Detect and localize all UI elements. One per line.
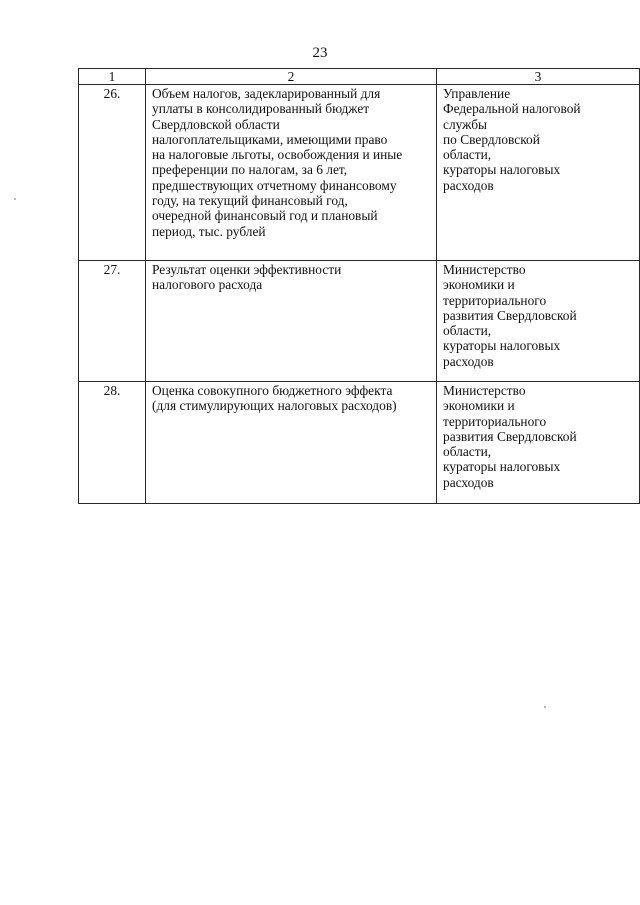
responsible-line: области, xyxy=(443,444,492,460)
responsible-line: Федеральной налоговой xyxy=(443,101,581,117)
responsible-party xyxy=(437,85,640,261)
responsible-line: расходов xyxy=(443,353,494,369)
description-line: Оценка совокупного бюджетного эффекта xyxy=(152,383,393,398)
data-table xyxy=(78,68,640,504)
description-line: Объем налогов, задекларированный для xyxy=(152,86,381,101)
description-line: Результат оценки эффективности xyxy=(152,262,342,277)
responsible-line: экономики и xyxy=(443,277,515,293)
table-row xyxy=(79,85,640,261)
table-row xyxy=(79,382,640,504)
page-number: 23 xyxy=(312,45,328,61)
responsible-line: экономики и xyxy=(443,398,515,414)
table-row xyxy=(79,261,640,382)
responsible-line: по Свердловской xyxy=(443,131,540,147)
responsible-line: кураторы налоговых xyxy=(443,459,561,475)
responsible-line: расходов xyxy=(443,177,494,193)
responsible-line: расходов xyxy=(443,474,494,490)
description-line: период, тыс. рублей xyxy=(152,223,266,239)
indicator-description xyxy=(146,382,437,504)
column-header-3: 3 xyxy=(437,69,640,85)
row-number: 27. xyxy=(79,261,146,382)
responsible-line: области, xyxy=(443,147,492,163)
table-header-row xyxy=(79,69,640,85)
description-line: очередной финансовый год и плановый xyxy=(152,208,378,224)
scan-speck xyxy=(14,198,16,200)
description-line: уплаты в консолидированный бюджет xyxy=(152,101,370,117)
description-line: Свердловской области xyxy=(152,116,280,132)
column-header-1: 1 xyxy=(79,69,146,85)
indicator-description xyxy=(146,261,437,382)
description-line: налогового расхода xyxy=(152,277,263,293)
responsible-party xyxy=(437,382,640,504)
row-number: 28. xyxy=(79,382,146,504)
responsible-line: области, xyxy=(443,323,492,339)
responsible-line: развития Свердловской xyxy=(443,428,577,444)
description-line: преференции по налогам, за 6 лет, xyxy=(152,162,348,178)
responsible-line: кураторы налоговых xyxy=(443,162,561,178)
description-line: налогоплательщиками, имеющими право xyxy=(152,131,388,147)
description-line: году, на текущий финансовый год, xyxy=(152,193,348,209)
responsible-party xyxy=(437,261,640,382)
column-header-2: 2 xyxy=(146,69,437,85)
indicator-description xyxy=(146,85,437,261)
responsible-line: развития Свердловской xyxy=(443,307,577,323)
responsible-line: территориального xyxy=(443,292,547,308)
responsible-line: территориального xyxy=(443,413,547,429)
responsible-line: кураторы налоговых xyxy=(443,338,561,354)
responsible-line: Управление xyxy=(443,86,511,101)
description-line: предшествующих отчетному финансовому xyxy=(152,177,397,193)
description-line: (для стимулирующих налоговых расходов) xyxy=(152,398,397,414)
responsible-line: Министерство xyxy=(443,383,526,398)
row-number: 26. xyxy=(79,85,146,261)
responsible-line: Министерство xyxy=(443,262,526,277)
description-line: на налоговые льготы, освобождения и иные xyxy=(152,147,403,163)
scan-speck xyxy=(544,706,546,708)
responsible-line: службы xyxy=(443,116,488,132)
